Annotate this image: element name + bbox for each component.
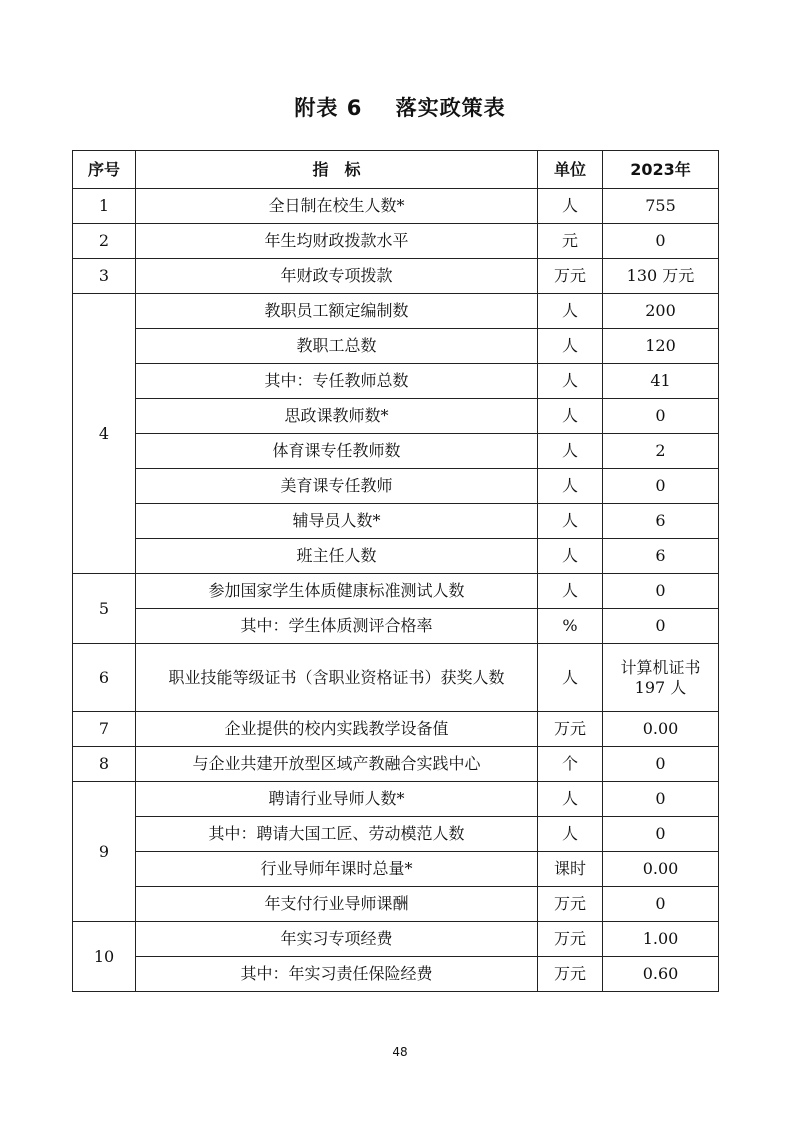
value-cell: 0 (603, 469, 719, 504)
seq-cell: 4 (73, 294, 136, 574)
table-row (73, 469, 719, 504)
seq-cell: 7 (73, 712, 136, 747)
indicator-cell: 体育课专任教师数 (136, 434, 538, 469)
header-unit: 单位 (538, 151, 603, 189)
seq-cell: 9 (73, 782, 136, 922)
unit-cell: 人 (538, 817, 603, 852)
table-row (73, 329, 719, 364)
value-cell: 130 万元 (603, 259, 719, 294)
indicator-cell: 全日制在校生人数* (136, 189, 538, 224)
table-row (73, 364, 719, 399)
value-cell: 1.00 (603, 922, 719, 957)
indicator-cell: 辅导员人数* (136, 504, 538, 539)
indicator-cell: 教职工总数 (136, 329, 538, 364)
header-year: 2023年 (603, 151, 719, 189)
header-indicator: 指 标 (136, 151, 538, 189)
indicator-cell: 行业导师年课时总量* (136, 852, 538, 887)
table-title: 附表 6 落实政策表 (294, 96, 506, 120)
value-line: 197 人 (634, 677, 687, 697)
table-row (73, 504, 719, 539)
unit-cell: 人 (538, 782, 603, 817)
value-cell: 0 (603, 887, 719, 922)
unit-cell: 人 (538, 644, 603, 712)
unit-cell: 万元 (538, 922, 603, 957)
table-row (73, 189, 719, 224)
value-cell: 120 (603, 329, 719, 364)
table-row (73, 852, 719, 887)
unit-cell: 人 (538, 329, 603, 364)
value-cell: 0 (603, 747, 719, 782)
seq-cell: 8 (73, 747, 136, 782)
seq-cell: 10 (73, 922, 136, 992)
unit-cell: 人 (538, 189, 603, 224)
seq-cell: 1 (73, 189, 136, 224)
indicator-cell: 年实习专项经费 (136, 922, 538, 957)
table-row (73, 817, 719, 852)
table-row (73, 887, 719, 922)
table-row (73, 957, 719, 992)
value-cell: 755 (603, 189, 719, 224)
indicator-cell: 聘请行业导师人数* (136, 782, 538, 817)
value-cell: 2 (603, 434, 719, 469)
value-cell: 0 (603, 609, 719, 644)
value-cell: 6 (603, 504, 719, 539)
value-cell: 0 (603, 574, 719, 609)
policy-table (72, 150, 719, 992)
table-row (73, 644, 719, 712)
unit-cell: 万元 (538, 712, 603, 747)
unit-cell: 人 (538, 364, 603, 399)
table-row (73, 712, 719, 747)
indicator-cell: 年生均财政拨款水平 (136, 224, 538, 259)
value-cell: 0 (603, 399, 719, 434)
table-row (73, 747, 719, 782)
table-row (73, 399, 719, 434)
indicator-cell: 其中：学生体质测评合格率 (136, 609, 538, 644)
value-cell (603, 644, 719, 712)
indicator-cell: 教职员工额定编制数 (136, 294, 538, 329)
unit-cell: 人 (538, 504, 603, 539)
unit-cell: 个 (538, 747, 603, 782)
unit-cell: 万元 (538, 957, 603, 992)
unit-cell: 人 (538, 399, 603, 434)
table-header-row (73, 151, 719, 189)
table-row (73, 609, 719, 644)
table-row (73, 922, 719, 957)
header-seq: 序号 (73, 151, 136, 189)
table-row (73, 782, 719, 817)
page-number: 48 (392, 1045, 408, 1059)
indicator-cell: 美育课专任教师 (136, 469, 538, 504)
indicator-cell: 职业技能等级证书（含职业资格证书）获奖人数 (136, 644, 538, 712)
value-cell: 0 (603, 224, 719, 259)
value-cell: 0.00 (603, 852, 719, 887)
unit-cell: 人 (538, 469, 603, 504)
table-row (73, 539, 719, 574)
indicator-cell: 班主任人数 (136, 539, 538, 574)
unit-cell: 课时 (538, 852, 603, 887)
unit-cell: 万元 (538, 887, 603, 922)
unit-cell: % (538, 609, 603, 644)
value-cell: 6 (603, 539, 719, 574)
indicator-cell: 其中：年实习责任保险经费 (136, 957, 538, 992)
unit-cell: 人 (538, 539, 603, 574)
unit-cell: 人 (538, 574, 603, 609)
unit-cell: 人 (538, 294, 603, 329)
indicator-cell: 其中：专任教师总数 (136, 364, 538, 399)
seq-cell: 5 (73, 574, 136, 644)
seq-cell: 6 (73, 644, 136, 712)
unit-cell: 元 (538, 224, 603, 259)
table-row (73, 434, 719, 469)
table-row (73, 224, 719, 259)
indicator-cell: 年财政专项拨款 (136, 259, 538, 294)
indicator-cell: 参加国家学生体质健康标准测试人数 (136, 574, 538, 609)
indicator-cell: 年支付行业导师课酬 (136, 887, 538, 922)
value-cell: 41 (603, 364, 719, 399)
table-row (73, 574, 719, 609)
table-row (73, 294, 719, 329)
seq-cell: 2 (73, 224, 136, 259)
table-row (73, 259, 719, 294)
value-line: 计算机证书 (620, 657, 701, 677)
value-cell: 0.60 (603, 957, 719, 992)
indicator-cell: 与企业共建开放型区域产教融合实践中心 (136, 747, 538, 782)
unit-cell: 万元 (538, 259, 603, 294)
seq-cell: 3 (73, 259, 136, 294)
value-cell: 0 (603, 817, 719, 852)
unit-cell: 人 (538, 434, 603, 469)
indicator-cell: 其中：聘请大国工匠、劳动模范人数 (136, 817, 538, 852)
value-cell: 200 (603, 294, 719, 329)
value-cell: 0 (603, 782, 719, 817)
indicator-cell: 思政课教师数* (136, 399, 538, 434)
value-cell: 0.00 (603, 712, 719, 747)
indicator-cell: 企业提供的校内实践教学设备值 (136, 712, 538, 747)
